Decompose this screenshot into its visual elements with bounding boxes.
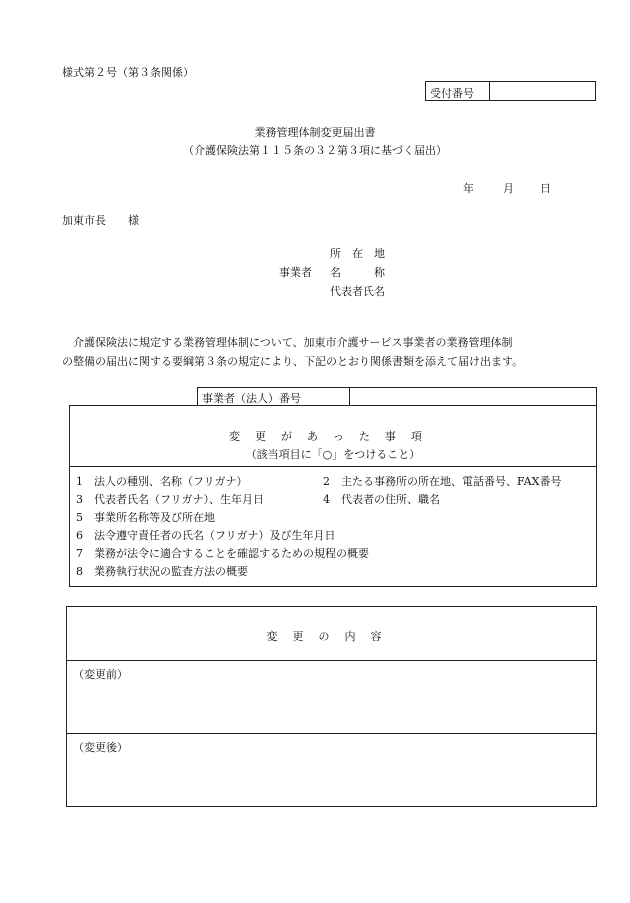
changed-item-5[interactable]: 5 事業所名称等及び所在地 xyxy=(76,511,215,524)
date-month: 月 xyxy=(503,182,514,195)
changed-item-6[interactable]: 6 法令遵守責任者の氏名（フリガナ）及び生年月日 xyxy=(76,529,336,542)
changed-item-7[interactable]: 7 業務が法令に適合することを確認するための規程の概要 xyxy=(76,547,369,560)
body-text-line-1: 介護保険法に規定する業務管理体制について、加東市介護サービス事業者の業務管理体制 xyxy=(62,336,513,349)
changed-item-3[interactable]: 3 代表者氏名（フリガナ）、生年月日 xyxy=(76,493,264,506)
receipt-number-label: 受付番号 xyxy=(430,87,474,100)
entity-number-label: 事業者（法人）番号 xyxy=(202,392,301,405)
body-text-line-2: の整備の届出に関する要綱第３条の規定により、下記のとおり関係書類を添えて届け出ます。 xyxy=(62,355,524,368)
form-number: 様式第２号（第３条関係） xyxy=(62,66,194,79)
changed-items-note: （該当項目に「○」をつけること） xyxy=(245,448,421,461)
applicant-role-label: 事業者 xyxy=(279,266,312,279)
changed-item-8[interactable]: 8 業務執行状況の監査方法の概要 xyxy=(76,565,248,578)
addressee: 加東市長 様 xyxy=(62,214,139,227)
change-after-field[interactable] xyxy=(67,754,596,806)
document-title: 業務管理体制変更届出書 xyxy=(254,126,376,139)
applicant-name-label: 名 称 xyxy=(330,266,385,279)
applicant-location-label: 所 在 地 xyxy=(330,247,385,260)
applicant-representative-label: 代表者氏名 xyxy=(330,285,385,298)
entity-number-row xyxy=(197,387,597,406)
change-content-box xyxy=(66,606,597,807)
changed-item-2[interactable]: 2 主たる事務所の所在地、電話番号、FAX番号 xyxy=(323,475,562,488)
change-after-label: （変更後） xyxy=(73,741,128,754)
change-before-field[interactable] xyxy=(67,681,596,732)
receipt-number-field[interactable] xyxy=(490,82,595,100)
change-content-heading: 変更の内容 xyxy=(266,630,397,643)
date-day: 日 xyxy=(540,182,551,195)
entity-number-field[interactable] xyxy=(350,388,596,405)
changed-items-heading: 変更があった事項 xyxy=(229,430,437,443)
receipt-number-box xyxy=(425,81,596,101)
change-before-label: （変更前） xyxy=(73,668,128,681)
changed-item-1[interactable]: 1 法人の種別、名称（フリガナ） xyxy=(76,475,248,488)
date-year: 年 xyxy=(463,182,474,195)
changed-items-box xyxy=(69,405,597,587)
changed-item-4[interactable]: 4 代表者の住所、職名 xyxy=(323,493,440,506)
document-subtitle: （介護保険法第１１５条の３２第３項に基づく届出） xyxy=(183,144,447,157)
